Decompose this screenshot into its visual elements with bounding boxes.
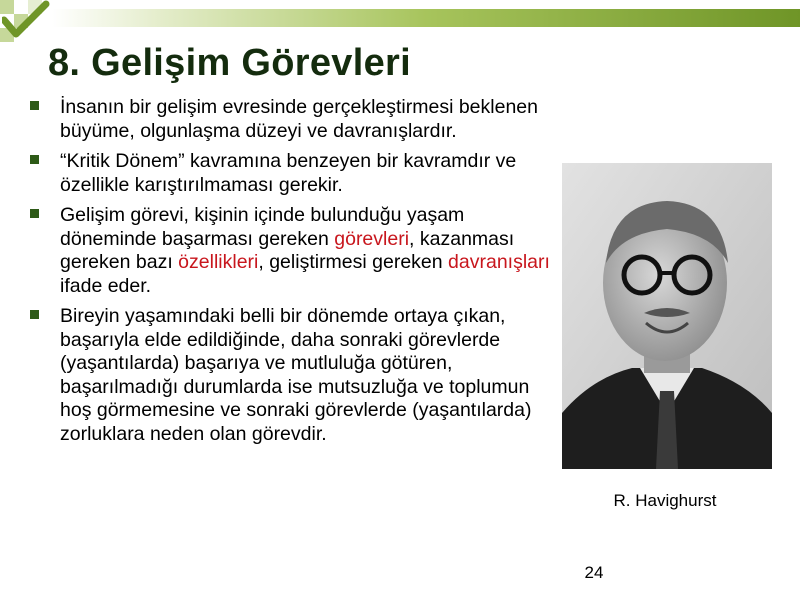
- photo-caption: R. Havighurst: [613, 491, 717, 510]
- bullet-item: [30, 305, 550, 446]
- bullet-item: [30, 96, 550, 143]
- square-bullet-icon: [30, 310, 39, 319]
- portrait-photo: [562, 163, 772, 469]
- bullet-text: , geliştirmesi gereken: [258, 251, 449, 273]
- bullet-text: Bireyin yaşamındaki belli bir dönemde ortaya çıkan, başarıyla elde edildiğinde, daha sonraki görevlerde (yaşantılarda) başarıya ve mutluluğa götüren, başarılmadığı durumlarda ise mutsuzluğa ve toplumun hoş görmemesine ve sonraki görevlerde (yaşantılarda) zorluklara neden olan görevdir.: [60, 305, 532, 445]
- bullet-item: [30, 150, 550, 197]
- page-number: 24: [584, 563, 604, 582]
- bullet-text: İnsanın bir gelişim evresinde gerçekleştirmesi beklenen büyüme, olgunlaşma düzeyi ve davranışlardır.: [60, 96, 538, 142]
- bullet-text: ifade eder.: [60, 274, 152, 297]
- square-bullet-icon: [30, 209, 39, 218]
- bullet-text: “Kritik Dönem” kavramına benzeyen bir kavramdır ve özellikle karıştırılmaması gerekir.: [60, 150, 517, 196]
- bullet-text: Gelişim görevi, kişinin içinde bulunduğu yaşam döneminde başarması gereken: [60, 204, 465, 250]
- header-gradient-bar: [52, 9, 800, 27]
- highlighted-term: görevleri: [334, 227, 410, 250]
- bullet-list: [30, 96, 550, 453]
- square-bullet-icon: [30, 101, 39, 110]
- highlighted-term: davranışları: [448, 251, 550, 273]
- square-bullet-icon: [30, 155, 39, 164]
- highlighted-term: özellikleri: [178, 251, 259, 273]
- bullet-text: , kazanması gereken bazı: [60, 227, 515, 273]
- bullet-item: [30, 204, 550, 298]
- slide-title: 8. Gelişim Görevleri: [48, 42, 411, 84]
- portrait-image: [562, 163, 772, 469]
- checkmark-icon: [2, 0, 50, 44]
